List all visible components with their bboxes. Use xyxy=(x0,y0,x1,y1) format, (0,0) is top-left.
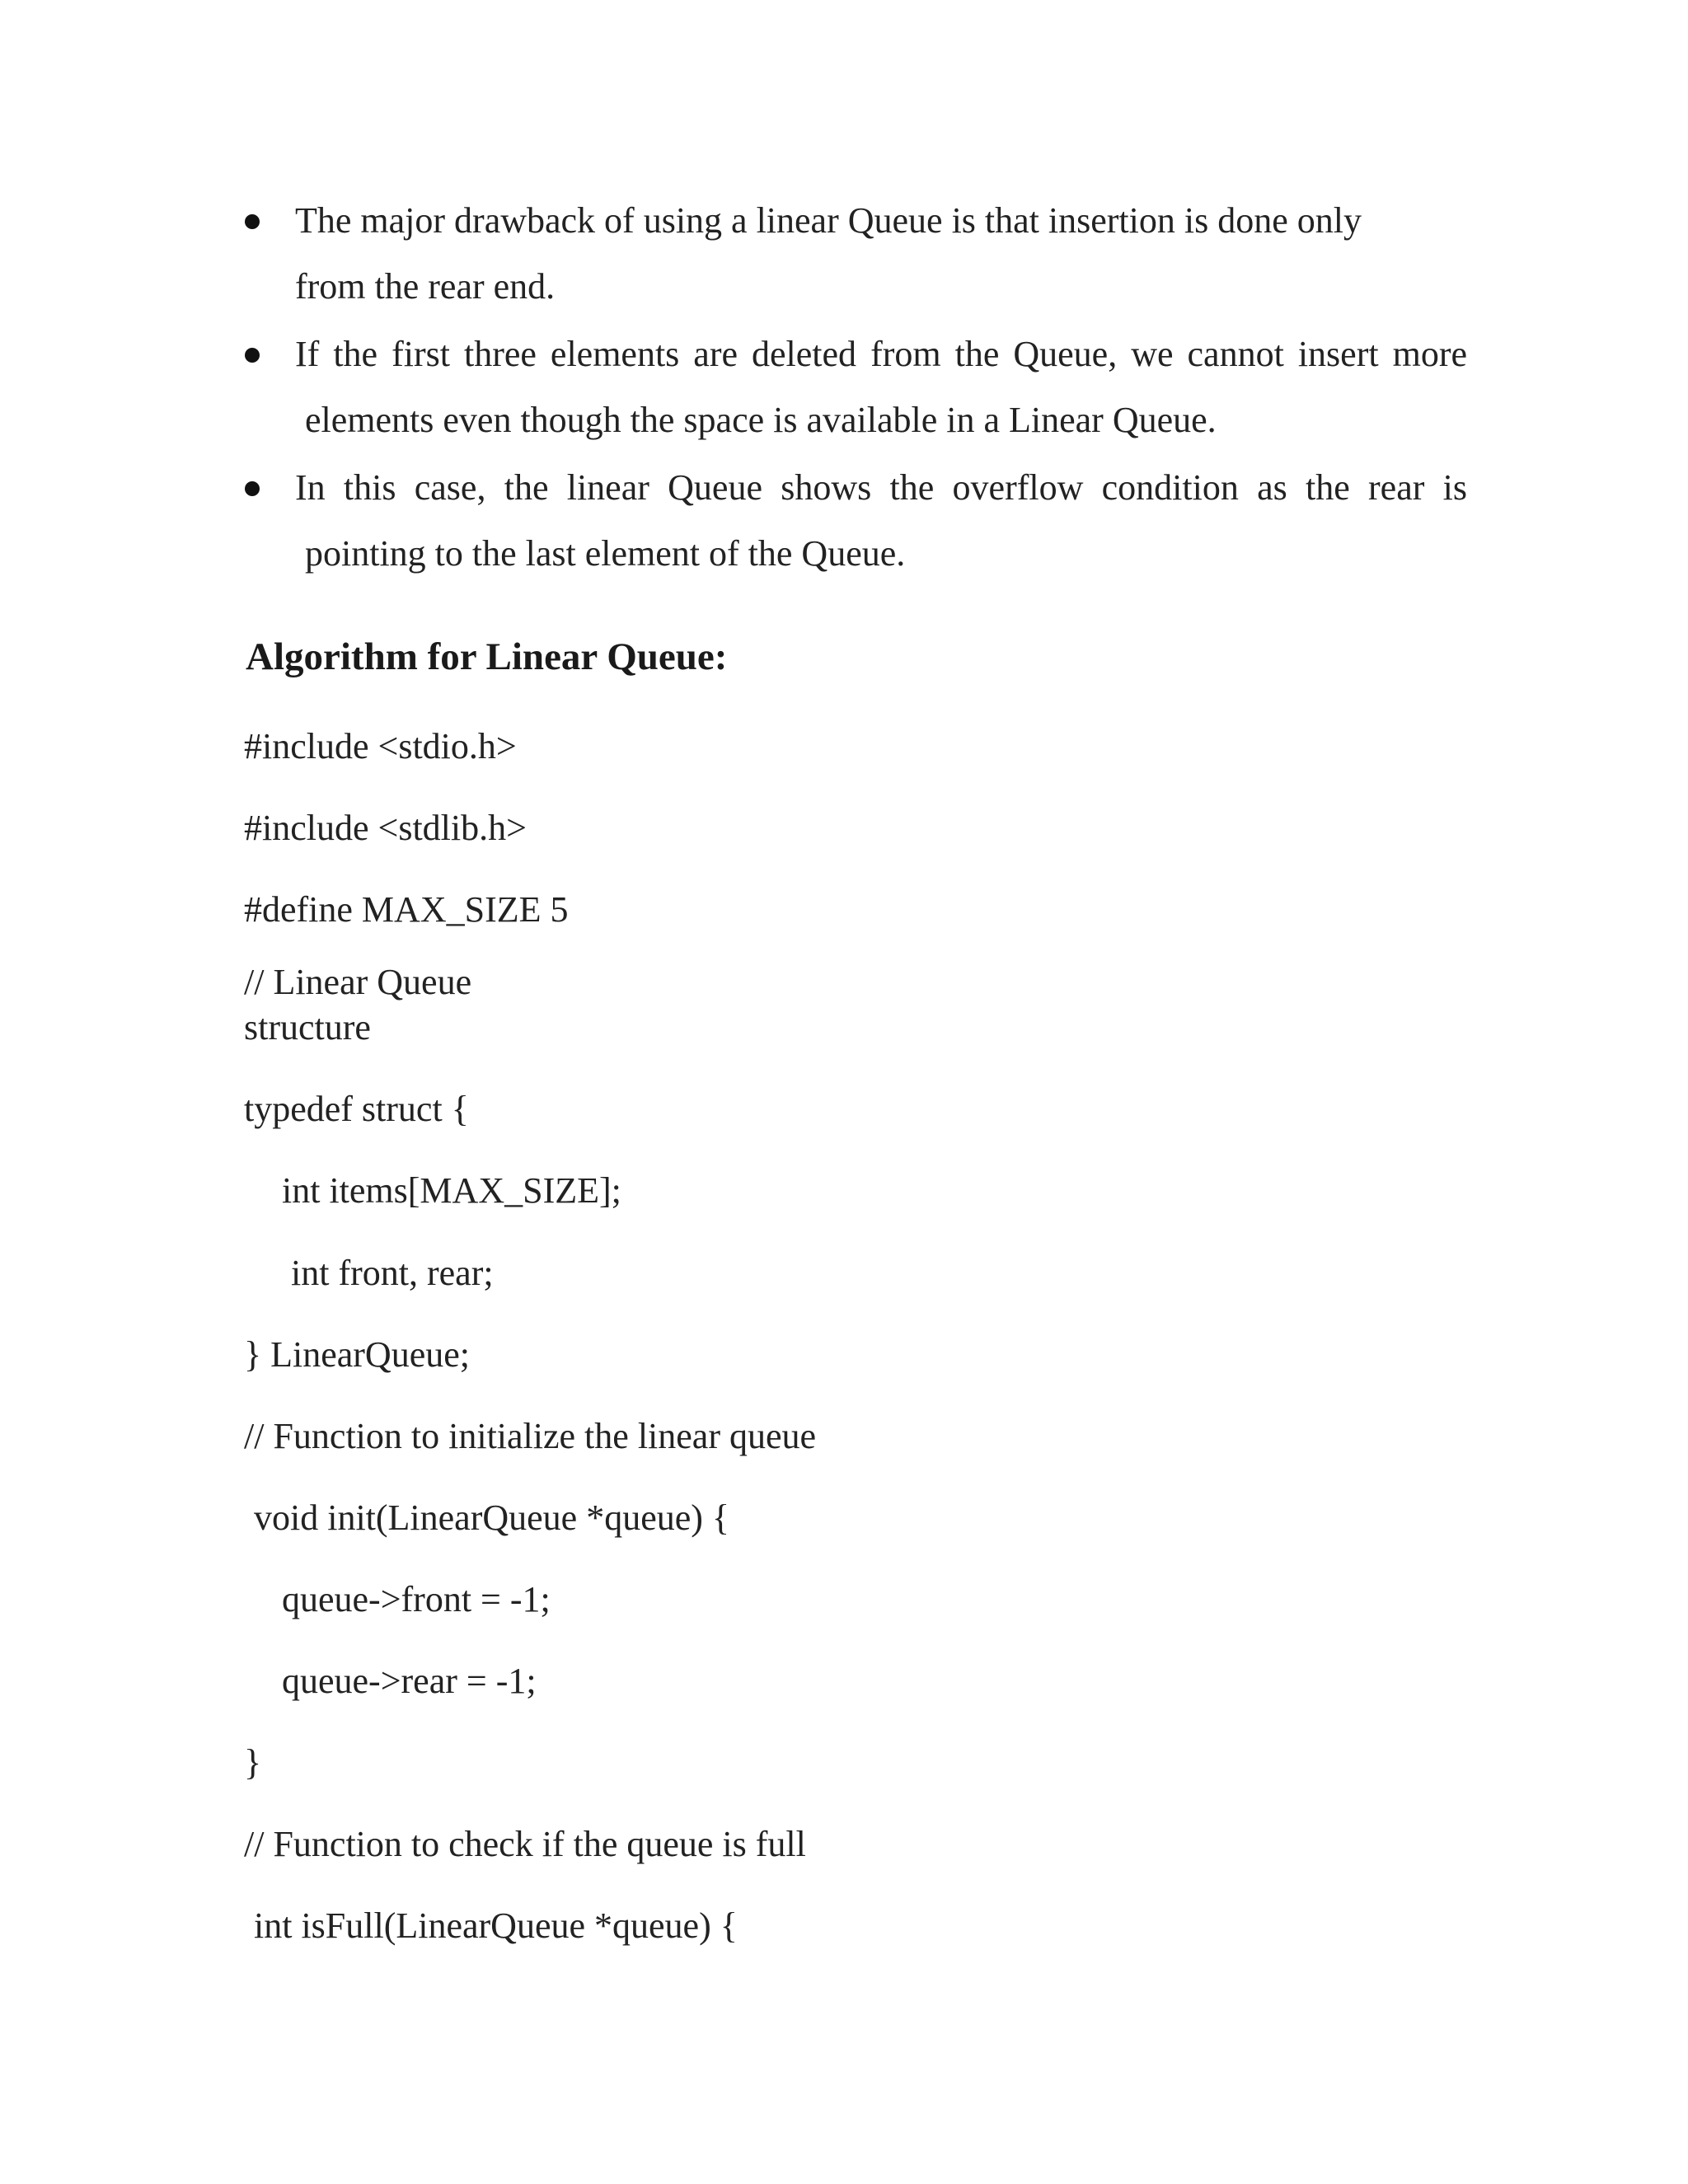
code-line: #include <stdlib.h> xyxy=(244,808,527,848)
bullet-text-line: elements even though the space is available in a Linear Queue. xyxy=(305,400,1217,440)
bullet-icon xyxy=(245,348,260,363)
section-heading: Algorithm for Linear Queue: xyxy=(246,635,728,678)
bullet-item xyxy=(247,188,1467,320)
code-comment-line: structure xyxy=(244,1007,371,1047)
code-line: #define MAX_SIZE 5 xyxy=(244,889,569,930)
code-line: void init(LinearQueue *queue) { xyxy=(254,1497,730,1538)
bullet-text-line: The major drawback of using a linear Queue is that insertion is done only xyxy=(295,200,1362,241)
code-line: } LinearQueue; xyxy=(244,1334,470,1375)
bullet-item xyxy=(247,321,1467,453)
code-comment-line: // Function to check if the queue is full xyxy=(244,1824,806,1864)
code-line: queue->front = -1; xyxy=(282,1579,551,1619)
code-comment-line: // Function to initialize the linear queue xyxy=(244,1416,817,1456)
bullet-text-line: In this case, the linear Queue shows the overflow condition as the rear is xyxy=(295,467,1467,508)
code-line: typedef struct { xyxy=(244,1089,469,1129)
bullet-icon xyxy=(245,214,260,229)
code-line: queue->rear = -1; xyxy=(282,1661,537,1701)
code-comment-line: // Linear Queue xyxy=(244,962,472,1002)
bullet-icon xyxy=(245,481,260,496)
bullet-item xyxy=(247,455,1467,587)
code-line: } xyxy=(244,1742,262,1783)
code-line: int front, rear; xyxy=(291,1253,494,1293)
code-line: int isFull(LinearQueue *queue) { xyxy=(254,1905,738,1946)
bullet-text-line: If the first three elements are deleted from the Queue, we cannot insert more xyxy=(295,334,1467,374)
code-line: int items[MAX_SIZE]; xyxy=(282,1170,621,1211)
bullet-text-line: pointing to the last element of the Queue. xyxy=(305,533,906,574)
code-line: #include <stdio.h> xyxy=(244,726,517,766)
bullet-text-line: from the rear end. xyxy=(295,266,556,307)
